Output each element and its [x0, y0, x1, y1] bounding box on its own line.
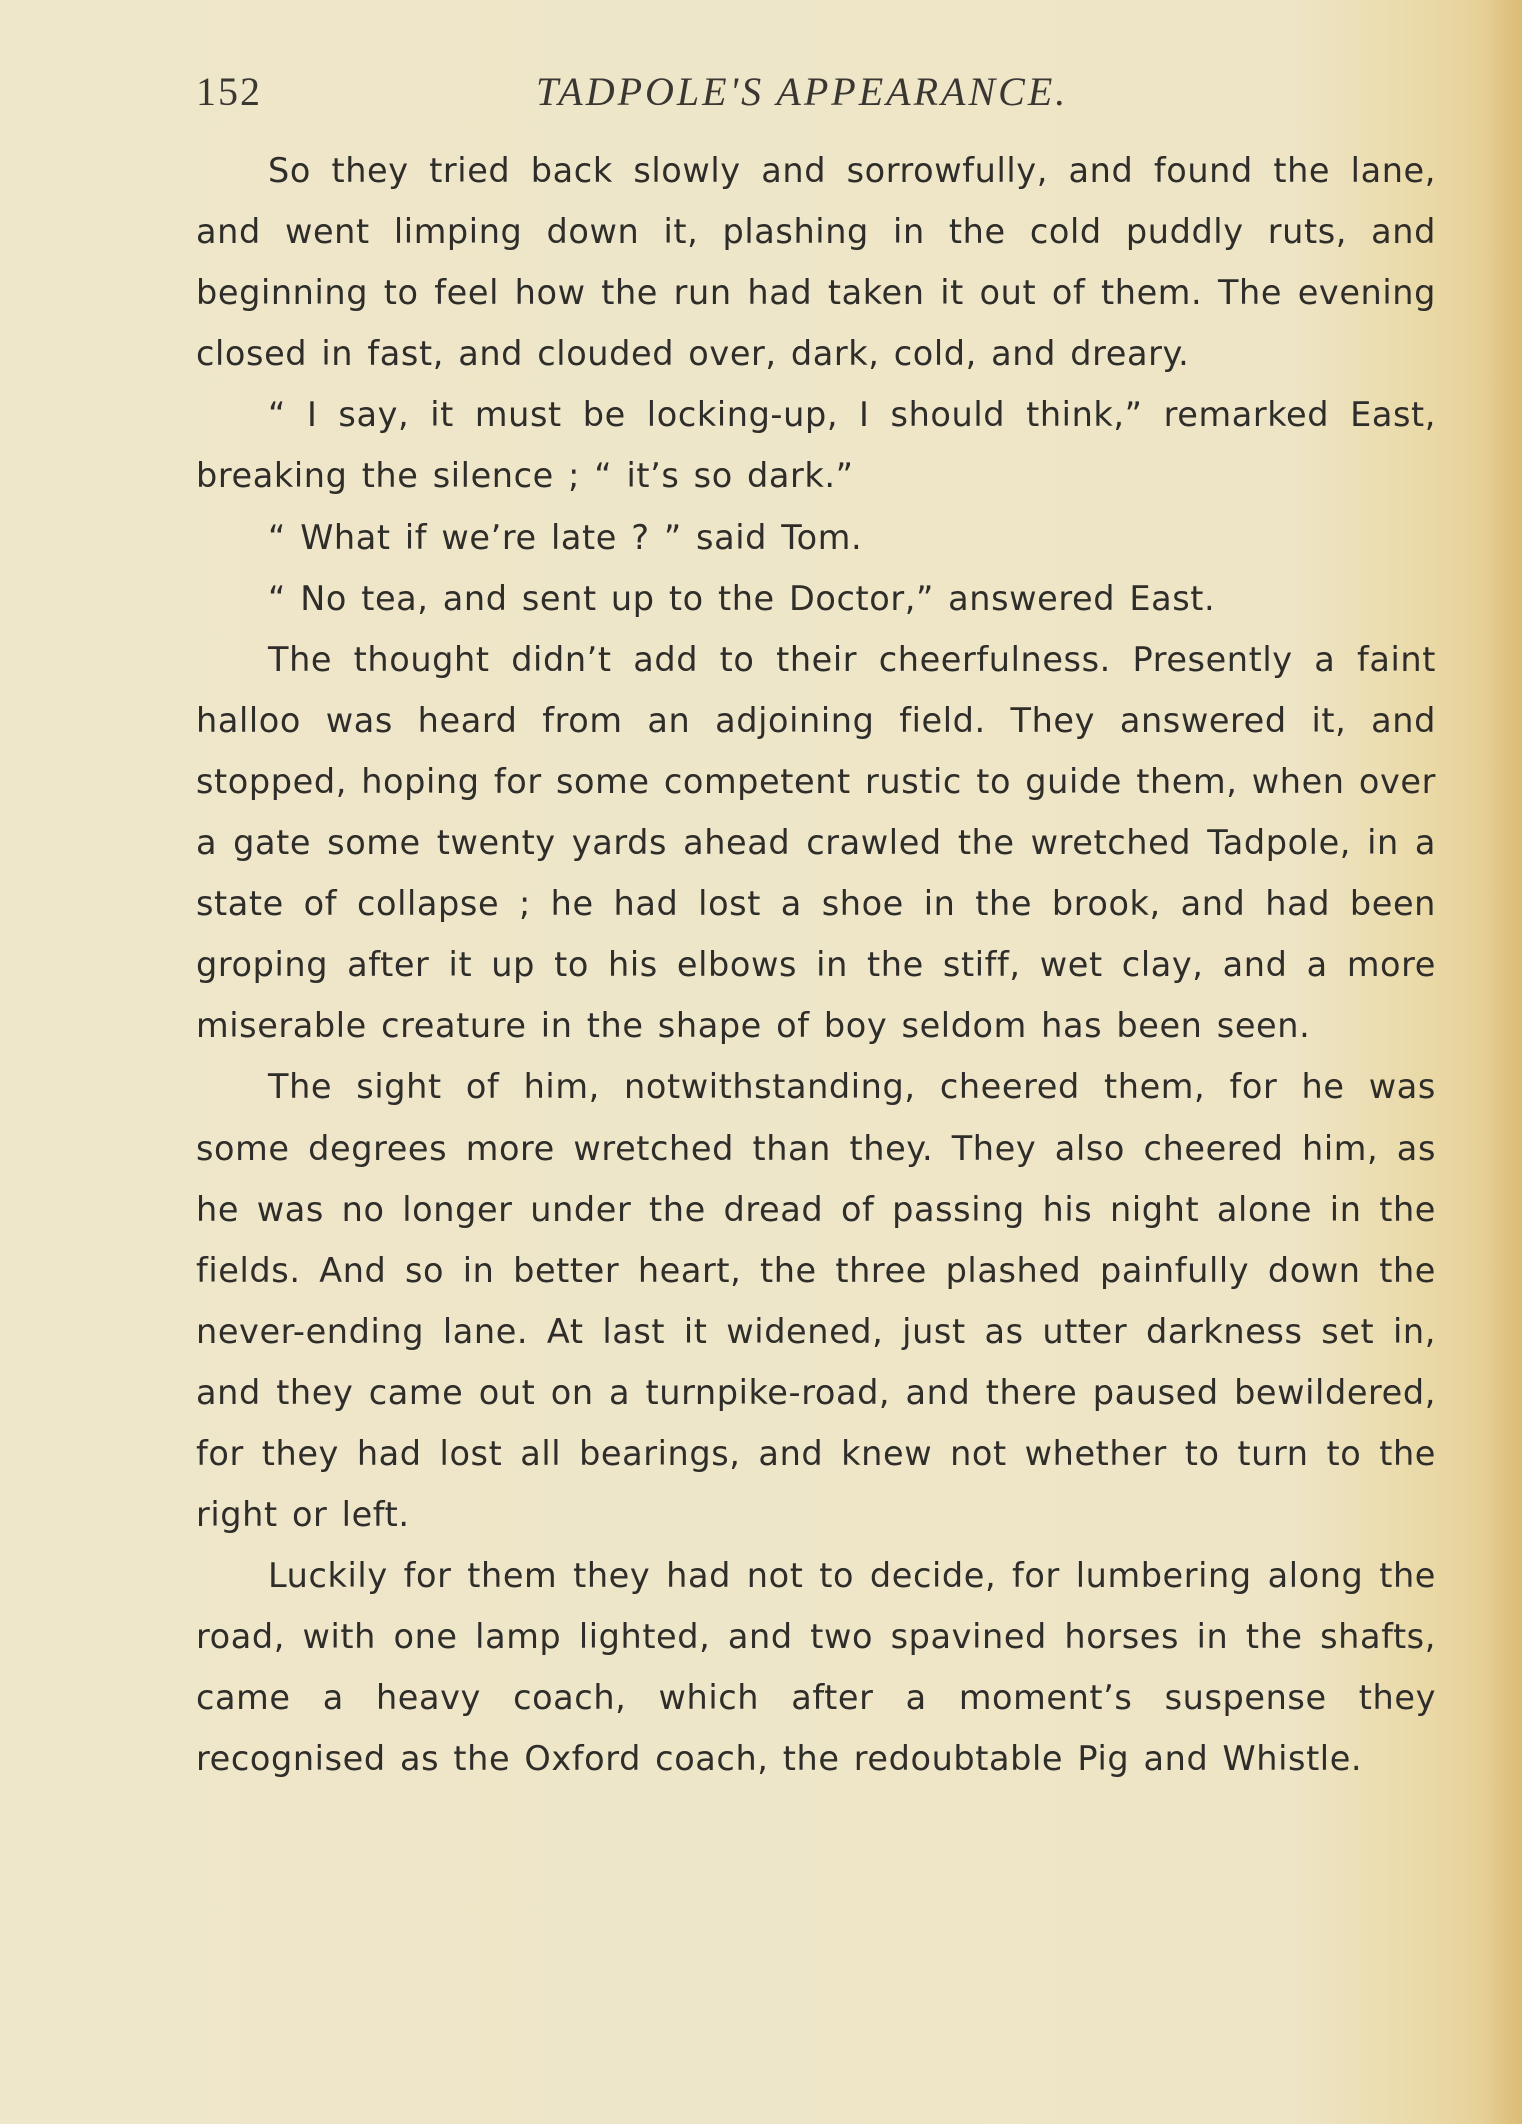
- paragraph: Luckily for them they had not to decide, for lumbering along the road, with one lamp lighted, and two spavined horses in the shafts, came a heavy coach, which after a moment’s suspense they recognised as the Oxford coach, the redoubtable Pig and Whistle.: [196, 1556, 1436, 1779]
- page-header: [196, 62, 1436, 122]
- paragraph: “ What if we’re late ? ” said Tom.: [268, 517, 863, 557]
- body-text: [196, 140, 1436, 1790]
- paragraph: “ I say, it must be locking-up, I should think,” remarked East, breaking the silence ; “ it’s so dark.”: [196, 395, 1436, 496]
- running-title: TADPOLE'S APPEARANCE.: [536, 69, 1069, 114]
- page-edge-shading: [1482, 0, 1522, 2124]
- paragraph: “ No tea, and sent up to the Doctor,” answered East.: [268, 578, 1216, 618]
- paragraph: So they tried back slowly and sorrowfully, and found the lane, and went limping down it, plashing in the cold puddly ruts, and beginning to feel how the run had taken it out of them. The evening closed in fast, and clouded over, dark, cold, and dreary.: [196, 151, 1436, 374]
- paragraph: The thought didn’t add to their cheerfulness. Presently a faint halloo was heard from an adjoining field. They answered it, and stopped, hoping for some competent rustic to guide them, when over a gate some twenty yards ahead crawled the wretched Tadpole, in a state of collapse ; he had lost a shoe in the brook, and had been groping after it up to his elbows in the stiff, wet clay, and a more miserable creature in the shape of boy seldom has been seen.: [196, 639, 1436, 1046]
- paragraph: The sight of him, notwithstanding, cheered them, for he was some degrees more wretched than they. They also cheered him, as he was no longer under the dread of passing his night alone in the fields. And so in better heart, the three plashed painfully down the never-ending lane. At last it widened, just as utter darkness set in, and they came out on a turnpike-road, and there paused bewildered, for they had lost all bearings, and knew not whether to turn to the right or left.: [196, 1067, 1436, 1535]
- page-number: 152: [196, 69, 262, 114]
